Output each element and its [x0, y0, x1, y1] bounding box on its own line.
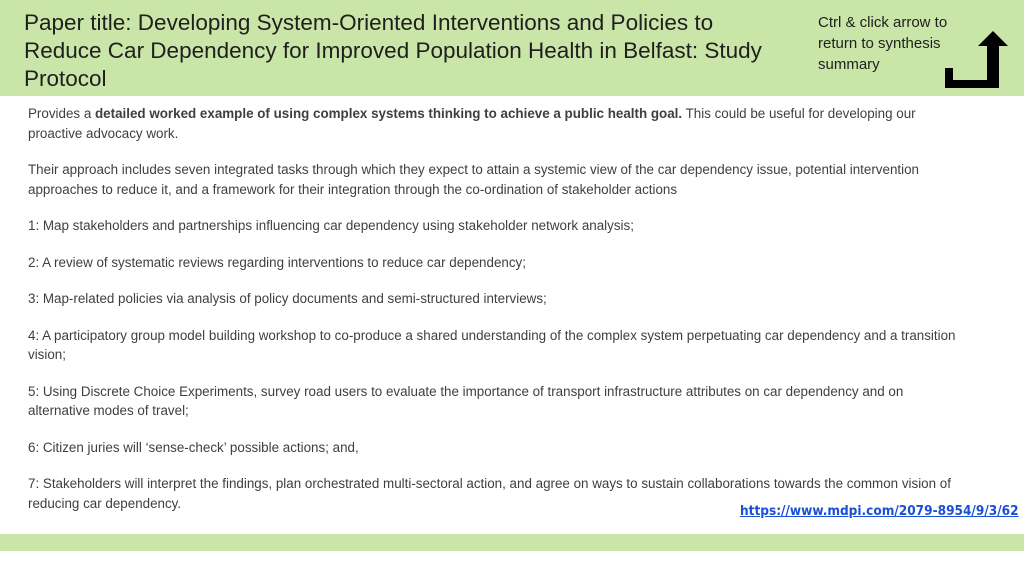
intro-paragraph: Provides a detailed worked example of using complex systems thinking to achieve a public health goal. This could be useful for developing our proactive advocacy work. — [28, 106, 916, 141]
task-item: 6: Citizen juries will ‘sense-check’ possible actions; and, — [28, 439, 359, 455]
approach-paragraph: Their approach includes seven integrated tasks through which they expect to attain a systemic view of the car dependency issue, potential intervention approaches to reduce it, and a framework for their integration through the co-ordination of stakeholder actions — [28, 162, 919, 197]
task-item: 7: Stakeholders will interpret the findings, plan orchestrated multi-sectoral action, and agree on ways to sustain collaborations towards the common vision of reducing car dependency. — [28, 476, 951, 511]
page-title: Paper title: Developing System-Oriented Interventions and Policies to Reduce Car Dependency for Improved Population Health in Belfast: Study Protocol — [24, 10, 762, 91]
return-instruction: Ctrl & click arrow to return to synthesis summary — [818, 14, 948, 73]
task-item: 3: Map-related policies via analysis of policy documents and semi-structured interviews; — [28, 291, 547, 306]
task-item: 1: Map stakeholders and partnerships influencing car dependency using stakeholder network analysis; — [28, 218, 634, 233]
paper-link[interactable]: https://www.mdpi.com/2079-8954/9/3/62 — [740, 503, 1019, 519]
task-item: 5: Using Discrete Choice Experiments, survey road users to evaluate the importance of transport infrastructure attributes on car dependency and on alternative modes of travel; — [28, 383, 904, 418]
task-item: 2: A review of systematic reviews regarding interventions to reduce car dependency; — [28, 254, 526, 270]
return-arrow-icon[interactable] — [940, 28, 1010, 92]
content-body — [28, 104, 968, 530]
task-item: 4: A participatory group model building workshop to co-produce a shared understanding of the complex system perpetuating car dependency and a transition vision; — [28, 327, 956, 362]
intro-bold-text: detailed worked example of using complex systems thinking to achieve a public health goal. — [95, 106, 683, 121]
footer-band — [0, 534, 1024, 551]
header-band — [0, 0, 1024, 96]
